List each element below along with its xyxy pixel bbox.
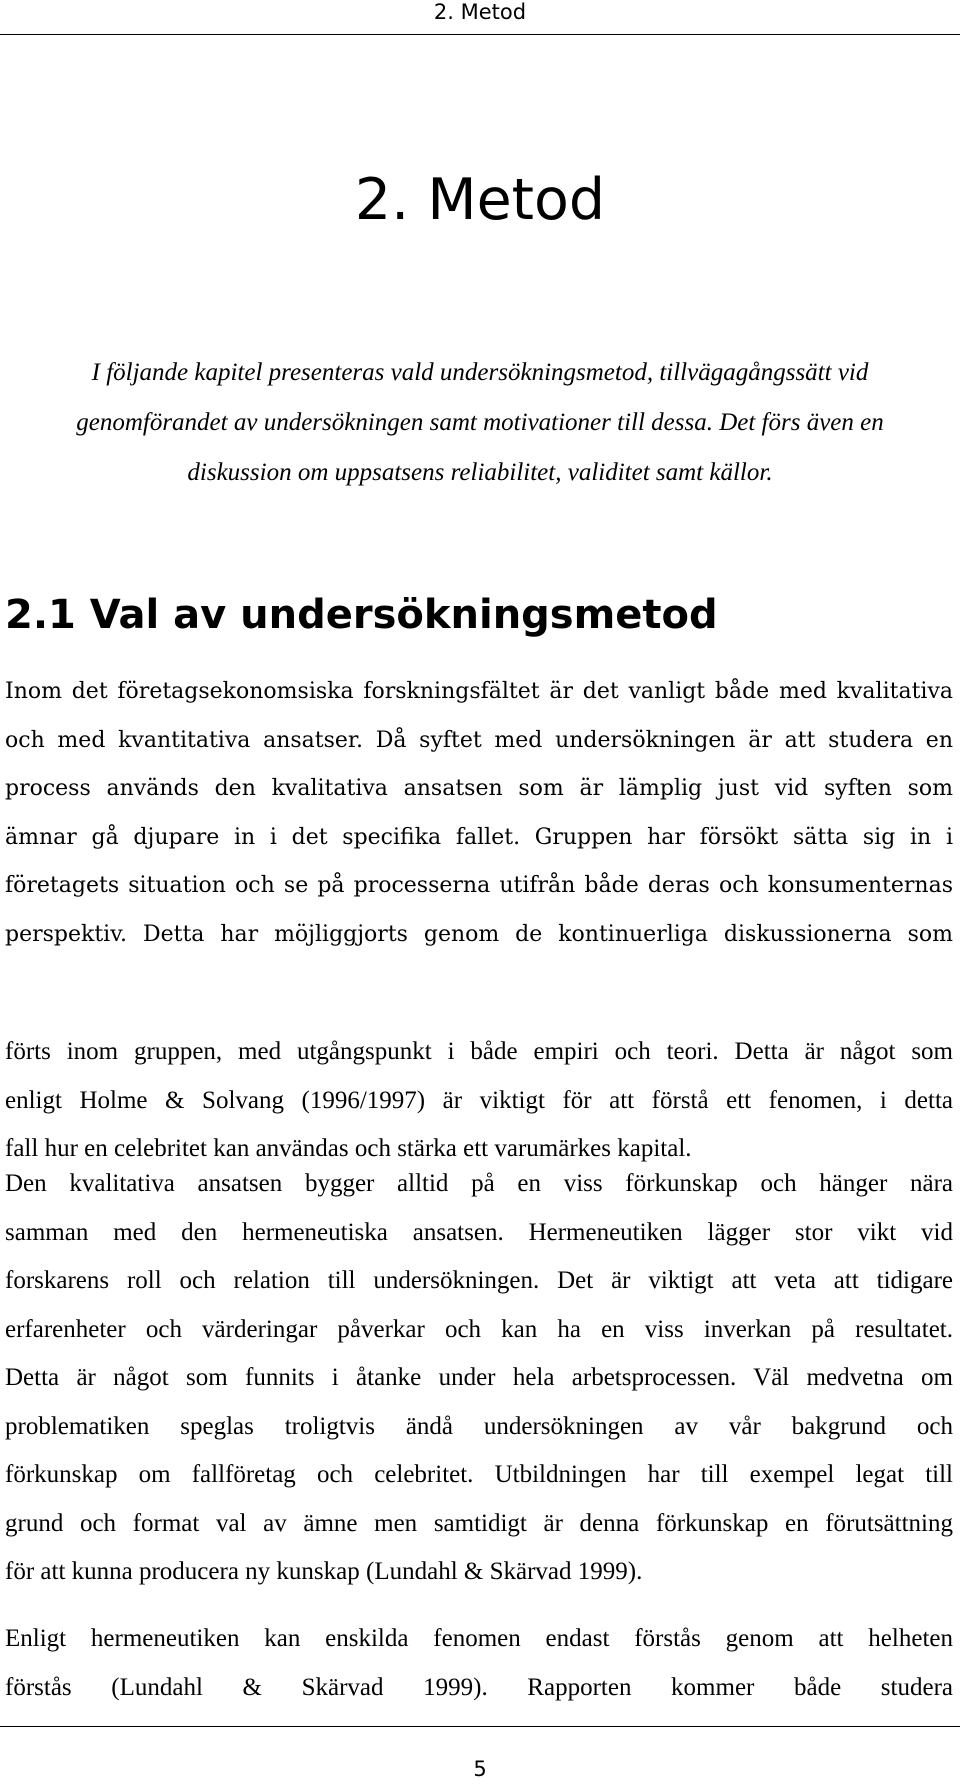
paragraph-line: samman med den hermeneutiska ansatsen. Hermeneutiken lägger stor vikt vid [5, 1218, 953, 1246]
paragraph-line: enligt Holme & Solvang (1996/1997) är viktigt för att förstå ett fenomen, i detta [5, 1086, 953, 1114]
paragraph-line: process används den kvalitativa ansatsen som är lämplig just vid syften som [5, 776, 953, 801]
paragraph-line: Detta är något som funnits i åtanke under hela arbetsprocessen. Väl medvetna om [5, 1364, 953, 1391]
paragraph-line: perspektiv. Detta har möjliggjorts genom de kontinuerliga diskussionerna som [5, 921, 953, 947]
page-number: 5 [473, 1757, 487, 1781]
paragraph-line: problematiken speglas troligtvis ändå undersökningen av vår bakgrund och [5, 1412, 953, 1440]
paragraph-line: förts inom gruppen, med utgångspunkt i både empiri och teori. Detta är något som [5, 1038, 953, 1065]
abstract-line: genomförandet av undersökningen samt motivationer till dessa. Det förs även en [76, 409, 884, 436]
paragraph-line: ämnar gå djupare in i det specifika fallet. Gruppen har försökt sätta sig in i [5, 824, 953, 850]
chapter-title: 2. Metod [354, 167, 606, 233]
paragraph-1 [5, 668, 953, 959]
paragraph-line: Inom det företagsekonomsiska forskningsfältet är det vanligt både med kvalitativa [5, 679, 953, 704]
paragraph-line: och med kvantitativa ansatser. Då syftet med undersökningen är att studera en [5, 727, 953, 753]
abstract-line: I följande kapitel presenteras vald undersökningsmetod, tillvägagångssätt vid [91, 359, 869, 386]
header-rule [0, 34, 960, 35]
paragraph-line: för att kunna producera ny kunskap (Lundahl & Skärvad 1999). [5, 1558, 643, 1585]
paragraph-3 [5, 1615, 953, 1712]
paragraph-line: grund och format val av ämne men samtidigt är denna förkunskap en förutsättning [5, 1509, 953, 1537]
paragraph-line: forskarens roll och relation till undersökningen. Det är viktigt att veta att tidigare [5, 1267, 953, 1294]
paragraph-line: Enligt hermeneutiken kan enskilda fenomen endast förstås genom att helheten [5, 1625, 953, 1652]
paragraph-line: erfarenheter och värderingar påverkar och kan ha en viss inverkan på resultatet. [5, 1315, 953, 1343]
running-header: 2. Metod [433, 0, 527, 24]
paragraph-line: förstås (Lundahl & Skärvad 1999). Rapporten kommer både studera [5, 1673, 953, 1701]
chapter-abstract [0, 348, 960, 498]
section-heading: 2.1 Val av undersökningsmetod [5, 592, 718, 638]
paragraph-2 [5, 1160, 953, 1597]
paragraph-line: fall hur en celebritet kan användas och stärka ett varumärkes kapital. [5, 1135, 692, 1162]
paragraph-line: företagets situation och se på processerna utifrån både deras och konsumenternas [5, 873, 953, 898]
paragraph-line: förkunskap om fallföretag och celebritet. Utbildningen har till exempel legat till [5, 1461, 953, 1488]
paragraph-line: Den kvalitativa ansatsen bygger alltid på en viss förkunskap och hänger nära [5, 1170, 953, 1197]
abstract-line: diskussion om uppsatsens reliabilitet, validitet samt källor. [187, 459, 773, 486]
paragraph-1-continued [5, 1028, 953, 1174]
footer-rule [0, 1726, 960, 1727]
